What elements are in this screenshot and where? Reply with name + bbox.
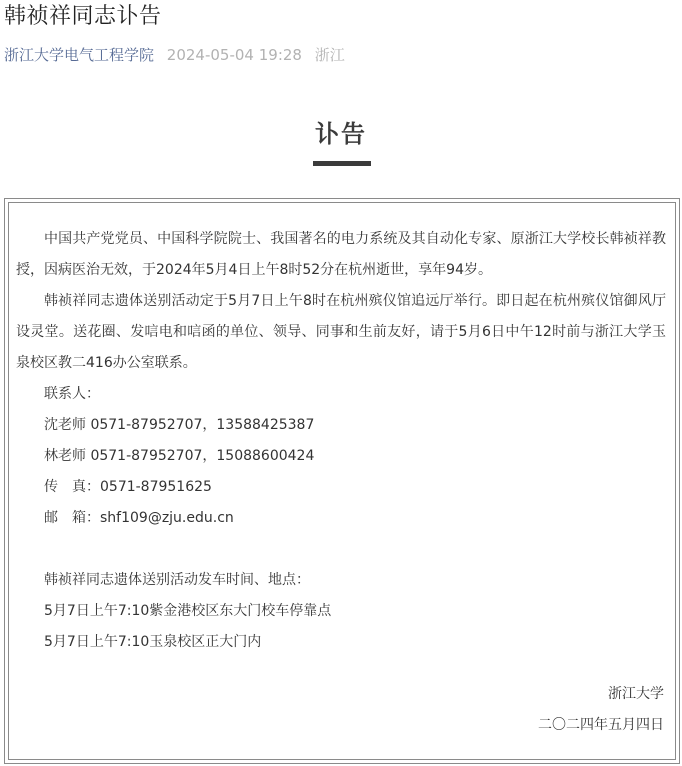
publish-location: 浙江 (314, 46, 345, 64)
publish-date: 2024-05-04 19:28 (166, 46, 302, 64)
account-name-link[interactable]: 浙江大学电气工程学院 (4, 46, 155, 64)
signature-date: 二〇二四年五月四日 (538, 717, 664, 733)
notice-paragraph-2: 韩祯祥同志遗体送别活动定于5月7日上午8时在杭州殡仪馆追远厅举行。即日起在杭州殡仪馆御风厅设灵堂。送花圈、发唁电和唁函的单位、领导、同事和生前友好，请于5月6日中午12时前与浙江大学玉泉校区教二416办公室联系。 (16, 293, 666, 371)
contact-lin: 林老师 0571-87952707，15088600424 (44, 448, 315, 464)
article-meta (4, 44, 345, 66)
notice-body (16, 224, 666, 658)
signature-organization: 浙江大学 (608, 686, 664, 702)
article-title: 韩祯祥同志讣告 (4, 4, 162, 29)
contact-shen: 沈老师 0571-87952707，13588425387 (44, 417, 315, 433)
bus-departure-zijingang: 5月7日上午7:10紫金港校区东大门校车停靠点 (44, 603, 332, 619)
notice-paragraph-1: 中国共产党党员、中国科学院院士、我国著名的电力系统及其自动化专家、原浙江大学校长韩祯祥教授，因病医治无效，于2024年5月4日上午8时52分在杭州逝世，享年94岁。 (16, 231, 666, 278)
bus-departure-yuquan: 5月7日上午7:10玉泉校区正大门内 (44, 634, 262, 650)
contact-email: 邮 箱：shf109@zju.edu.cn (44, 510, 234, 526)
contacts-label: 联系人： (44, 386, 100, 402)
contact-fax: 传 真：0571-87951625 (44, 479, 212, 495)
bus-info-label: 韩祯祥同志遗体送别活动发车时间、地点： (44, 572, 310, 588)
blank-line (16, 534, 666, 565)
notice-heading: 讣告 (315, 120, 367, 148)
heading-underline (313, 161, 371, 166)
